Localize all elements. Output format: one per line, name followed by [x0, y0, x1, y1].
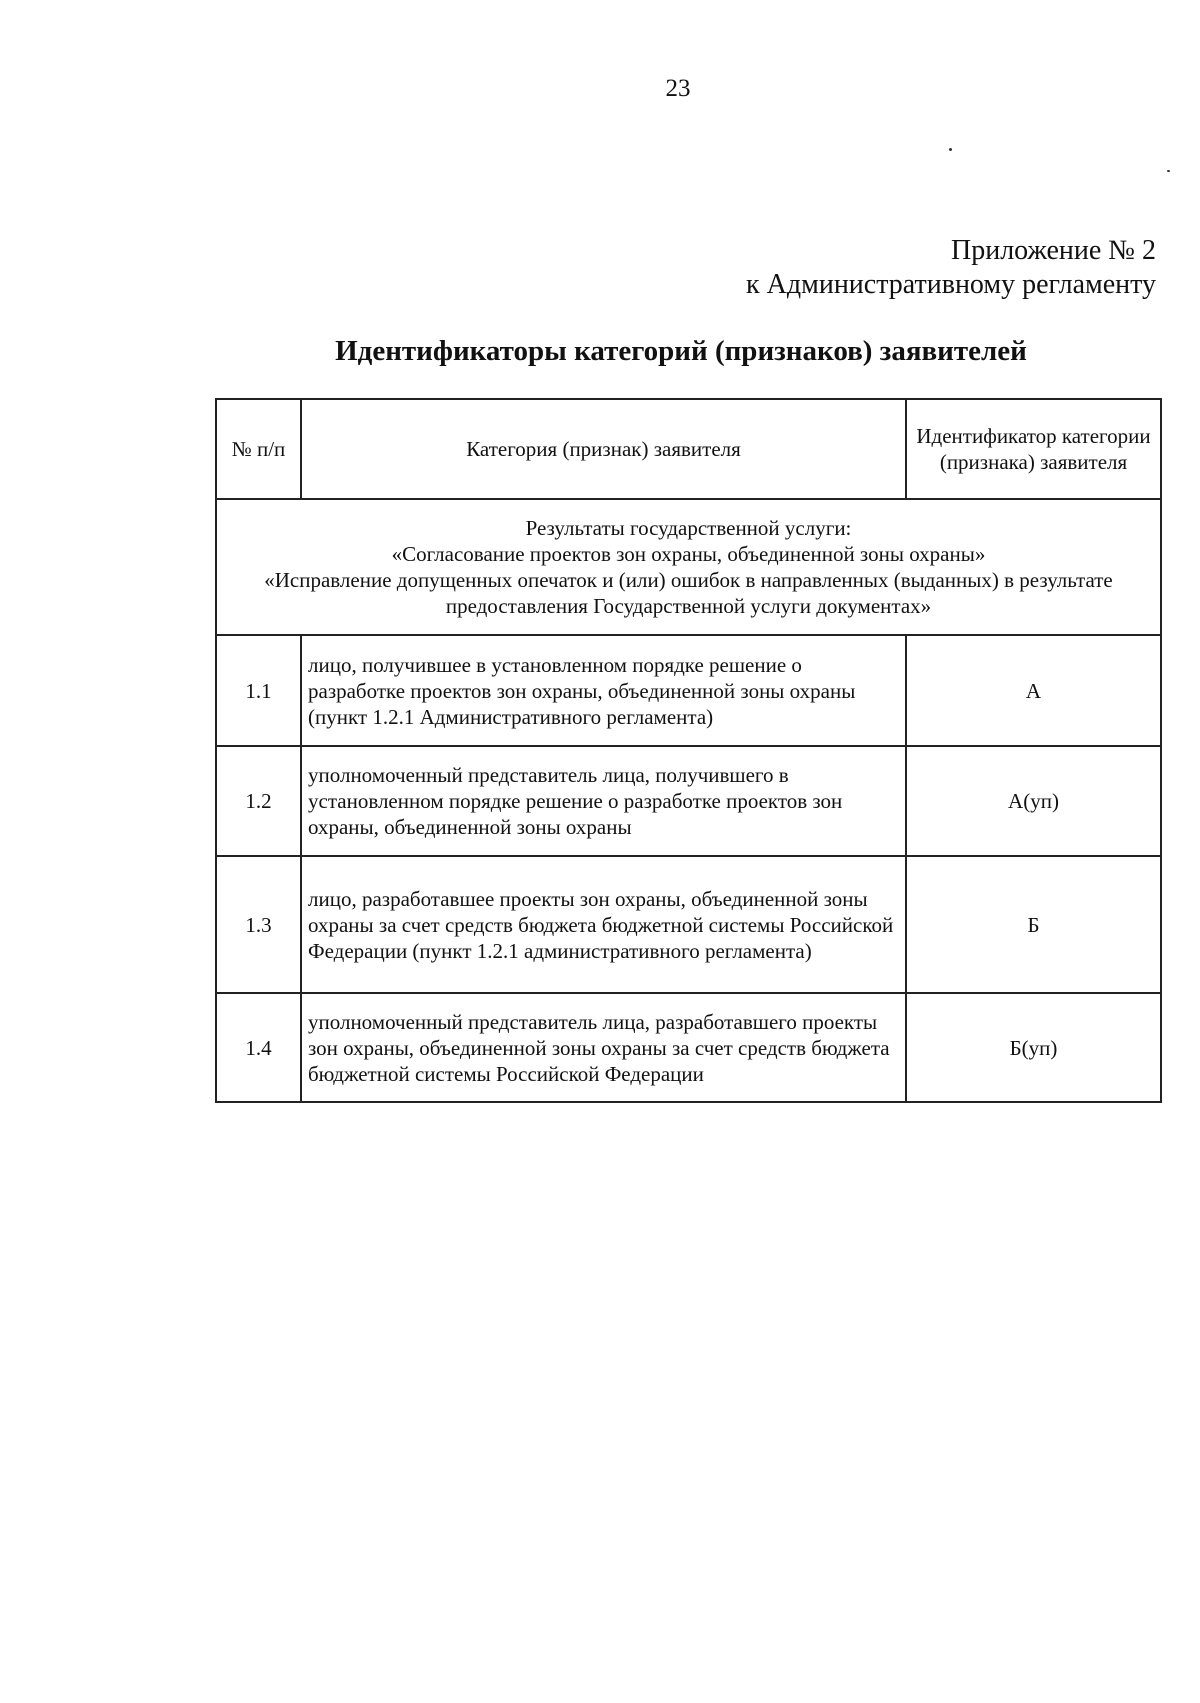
table-row	[216, 993, 1161, 1102]
row-number: 1.1	[216, 635, 301, 746]
row-category: уполномоченный представитель лица, получившего в установленном порядке решение о разработке проектов зон охраны, объединенной зоны охраны	[301, 746, 906, 856]
page-number: 23	[665, 75, 691, 102]
section-service-2: «Исправление допущенных опечаток и (или) ошибок в направленных (выданных) в результате предоставления Государственной услуги документах»	[264, 568, 1113, 618]
appendix-reference: к Административному регламенту	[746, 269, 1156, 300]
row-number: 1.3	[216, 856, 301, 993]
table-row	[216, 635, 1161, 746]
row-category: уполномоченный представитель лица, разработавшего проекты зон охраны, объединенной зоны охраны за счет средств бюджета бюджетной системы Российской Федерации	[301, 993, 906, 1102]
row-number: 1.4	[216, 993, 301, 1102]
table-row	[216, 746, 1161, 856]
row-identifier: Б	[906, 856, 1161, 993]
categories-table	[215, 398, 1162, 1103]
row-category: лицо, разработавшее проекты зон охраны, объединенной зоны охраны за счет средств бюджета бюджетной системы Российской Федерации (пункт 1.2.1 административного регламента)	[301, 856, 906, 993]
header-number: № п/п	[216, 399, 301, 499]
header-category: Категория (признак) заявителя	[301, 399, 906, 499]
row-category: лицо, получившее в установленном порядке решение о разработке проектов зон охраны, объединенной зоны охраны (пункт 1.2.1 Административного регламента)	[301, 635, 906, 746]
appendix-number: Приложение № 2	[951, 235, 1156, 266]
row-number: 1.2	[216, 746, 301, 856]
row-identifier: А	[906, 635, 1161, 746]
row-identifier: А(уп)	[906, 746, 1161, 856]
section-heading: Результаты государственной услуги:	[525, 516, 852, 540]
table-header-row	[216, 399, 1161, 499]
appendix-header	[746, 234, 1156, 302]
section-service-1: «Согласование проектов зон охраны, объединенной зоны охраны»	[391, 542, 986, 566]
section-cell	[216, 499, 1161, 635]
header-identifier: Идентификатор категории (признака) заявителя	[906, 399, 1161, 499]
scan-speck	[949, 148, 952, 151]
section-row	[216, 499, 1161, 635]
document-title: Идентификаторы категорий (признаков) заявителей	[335, 335, 1027, 367]
table-row	[216, 856, 1161, 993]
row-identifier: Б(уп)	[906, 993, 1161, 1102]
scan-speck	[1167, 170, 1170, 172]
